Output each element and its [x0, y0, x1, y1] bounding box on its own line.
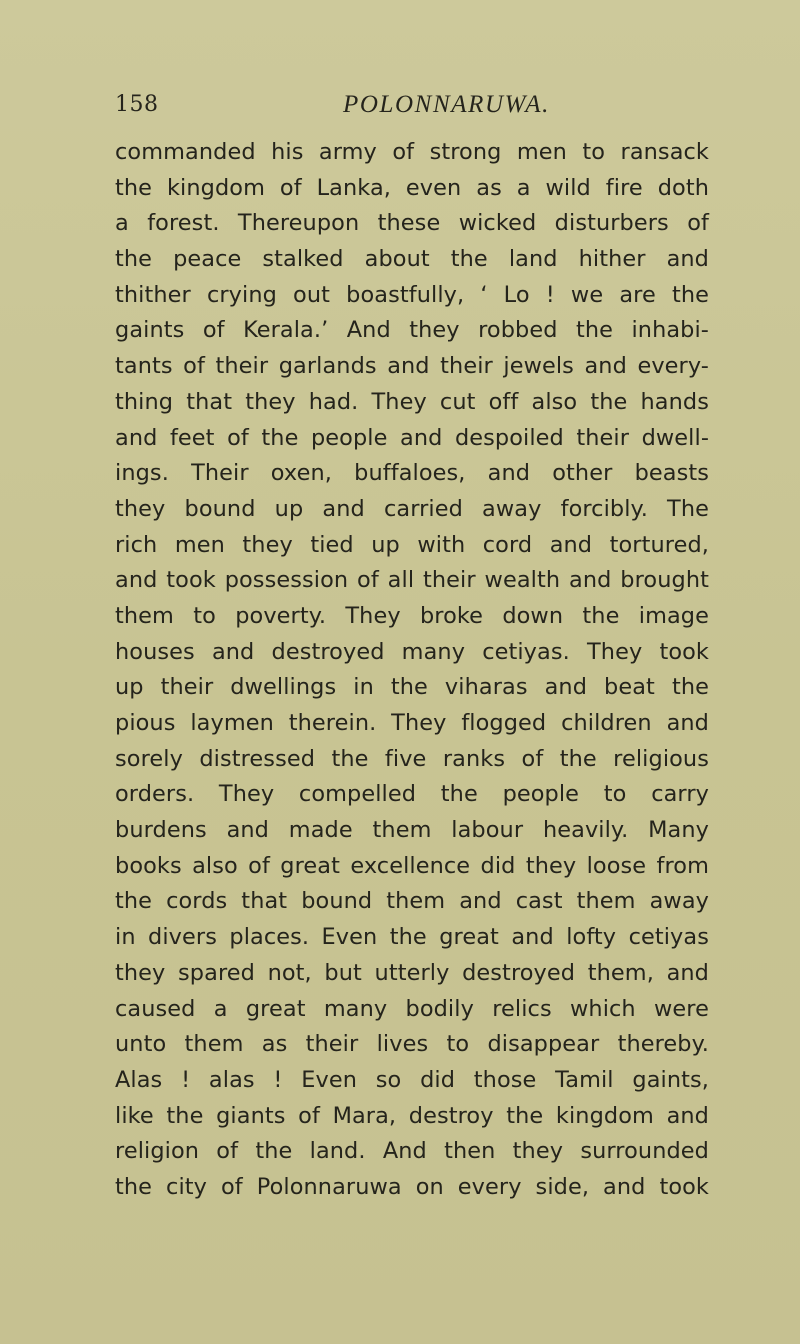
running-head [115, 88, 705, 122]
text-line: sorely distressed the five ranks of the religious [115, 745, 709, 772]
text-line: in divers places. Even the great and lofty cetiyas [115, 924, 709, 951]
text-line: them to poverty. They broke down the image [115, 602, 709, 629]
text-line: the peace stalked about the land hither and [115, 246, 709, 273]
text-line: up their dwellings in the viharas and beat the [115, 674, 709, 701]
text-line: they spared not, but utterly destroyed them, and [115, 959, 709, 986]
text-line: religion of the land. And then they surrounded [115, 1138, 709, 1165]
text-line: like the giants of Mara, destroy the kingdom and [115, 1102, 709, 1129]
text-line: ings. Their oxen, buffaloes, and other beasts [115, 460, 709, 487]
text-line: they bound up and carried away forcibly. The [115, 495, 709, 522]
text-line: and took possession of all their wealth and brought [115, 567, 709, 594]
text-line: tants of their garlands and their jewels and every- [115, 353, 709, 380]
text-line: thing that they had. They cut off also the hands [115, 388, 709, 415]
text-line: caused a great many bodily relics which were [115, 995, 709, 1022]
text-line: rich men they tied up with cord and tortured, [115, 531, 709, 558]
text-line: a forest. Thereupon these wicked disturbers of [115, 210, 709, 237]
text-line: pious laymen therein. They flogged children and [115, 710, 709, 736]
text-line: the city of Polonnaruwa on every side, and took [115, 1173, 709, 1200]
text-line: books also of great excellence did they loose from [115, 852, 709, 879]
text-line: orders. They compelled the people to carry [115, 781, 709, 808]
text-line: houses and destroyed many cetiyas. They took [115, 638, 709, 665]
text-line: the kingdom of Lanka, even as a wild fire doth [115, 174, 709, 201]
text-line: unto them as their lives to disappear thereby. [115, 1031, 709, 1058]
page-number: 158 [115, 92, 159, 117]
text-line: burdens and made them labour heavily. Many [115, 817, 709, 844]
running-title: POLONNARUWA. [343, 91, 551, 118]
text-line: commanded his army of strong men to ransack [115, 139, 709, 165]
text-line: the cords that bound them and cast them away [115, 888, 709, 915]
text-line: thither crying out boastfully, ‘ Lo ! we are the [115, 281, 709, 308]
text-line: Alas ! alas ! Even so did those Tamil gaints, [115, 1066, 709, 1093]
body-text [115, 135, 709, 1206]
text-line: and feet of the people and despoiled their dwell- [115, 424, 709, 451]
text-line: gaints of Kerala.’ And they robbed the inhabi- [115, 317, 709, 344]
